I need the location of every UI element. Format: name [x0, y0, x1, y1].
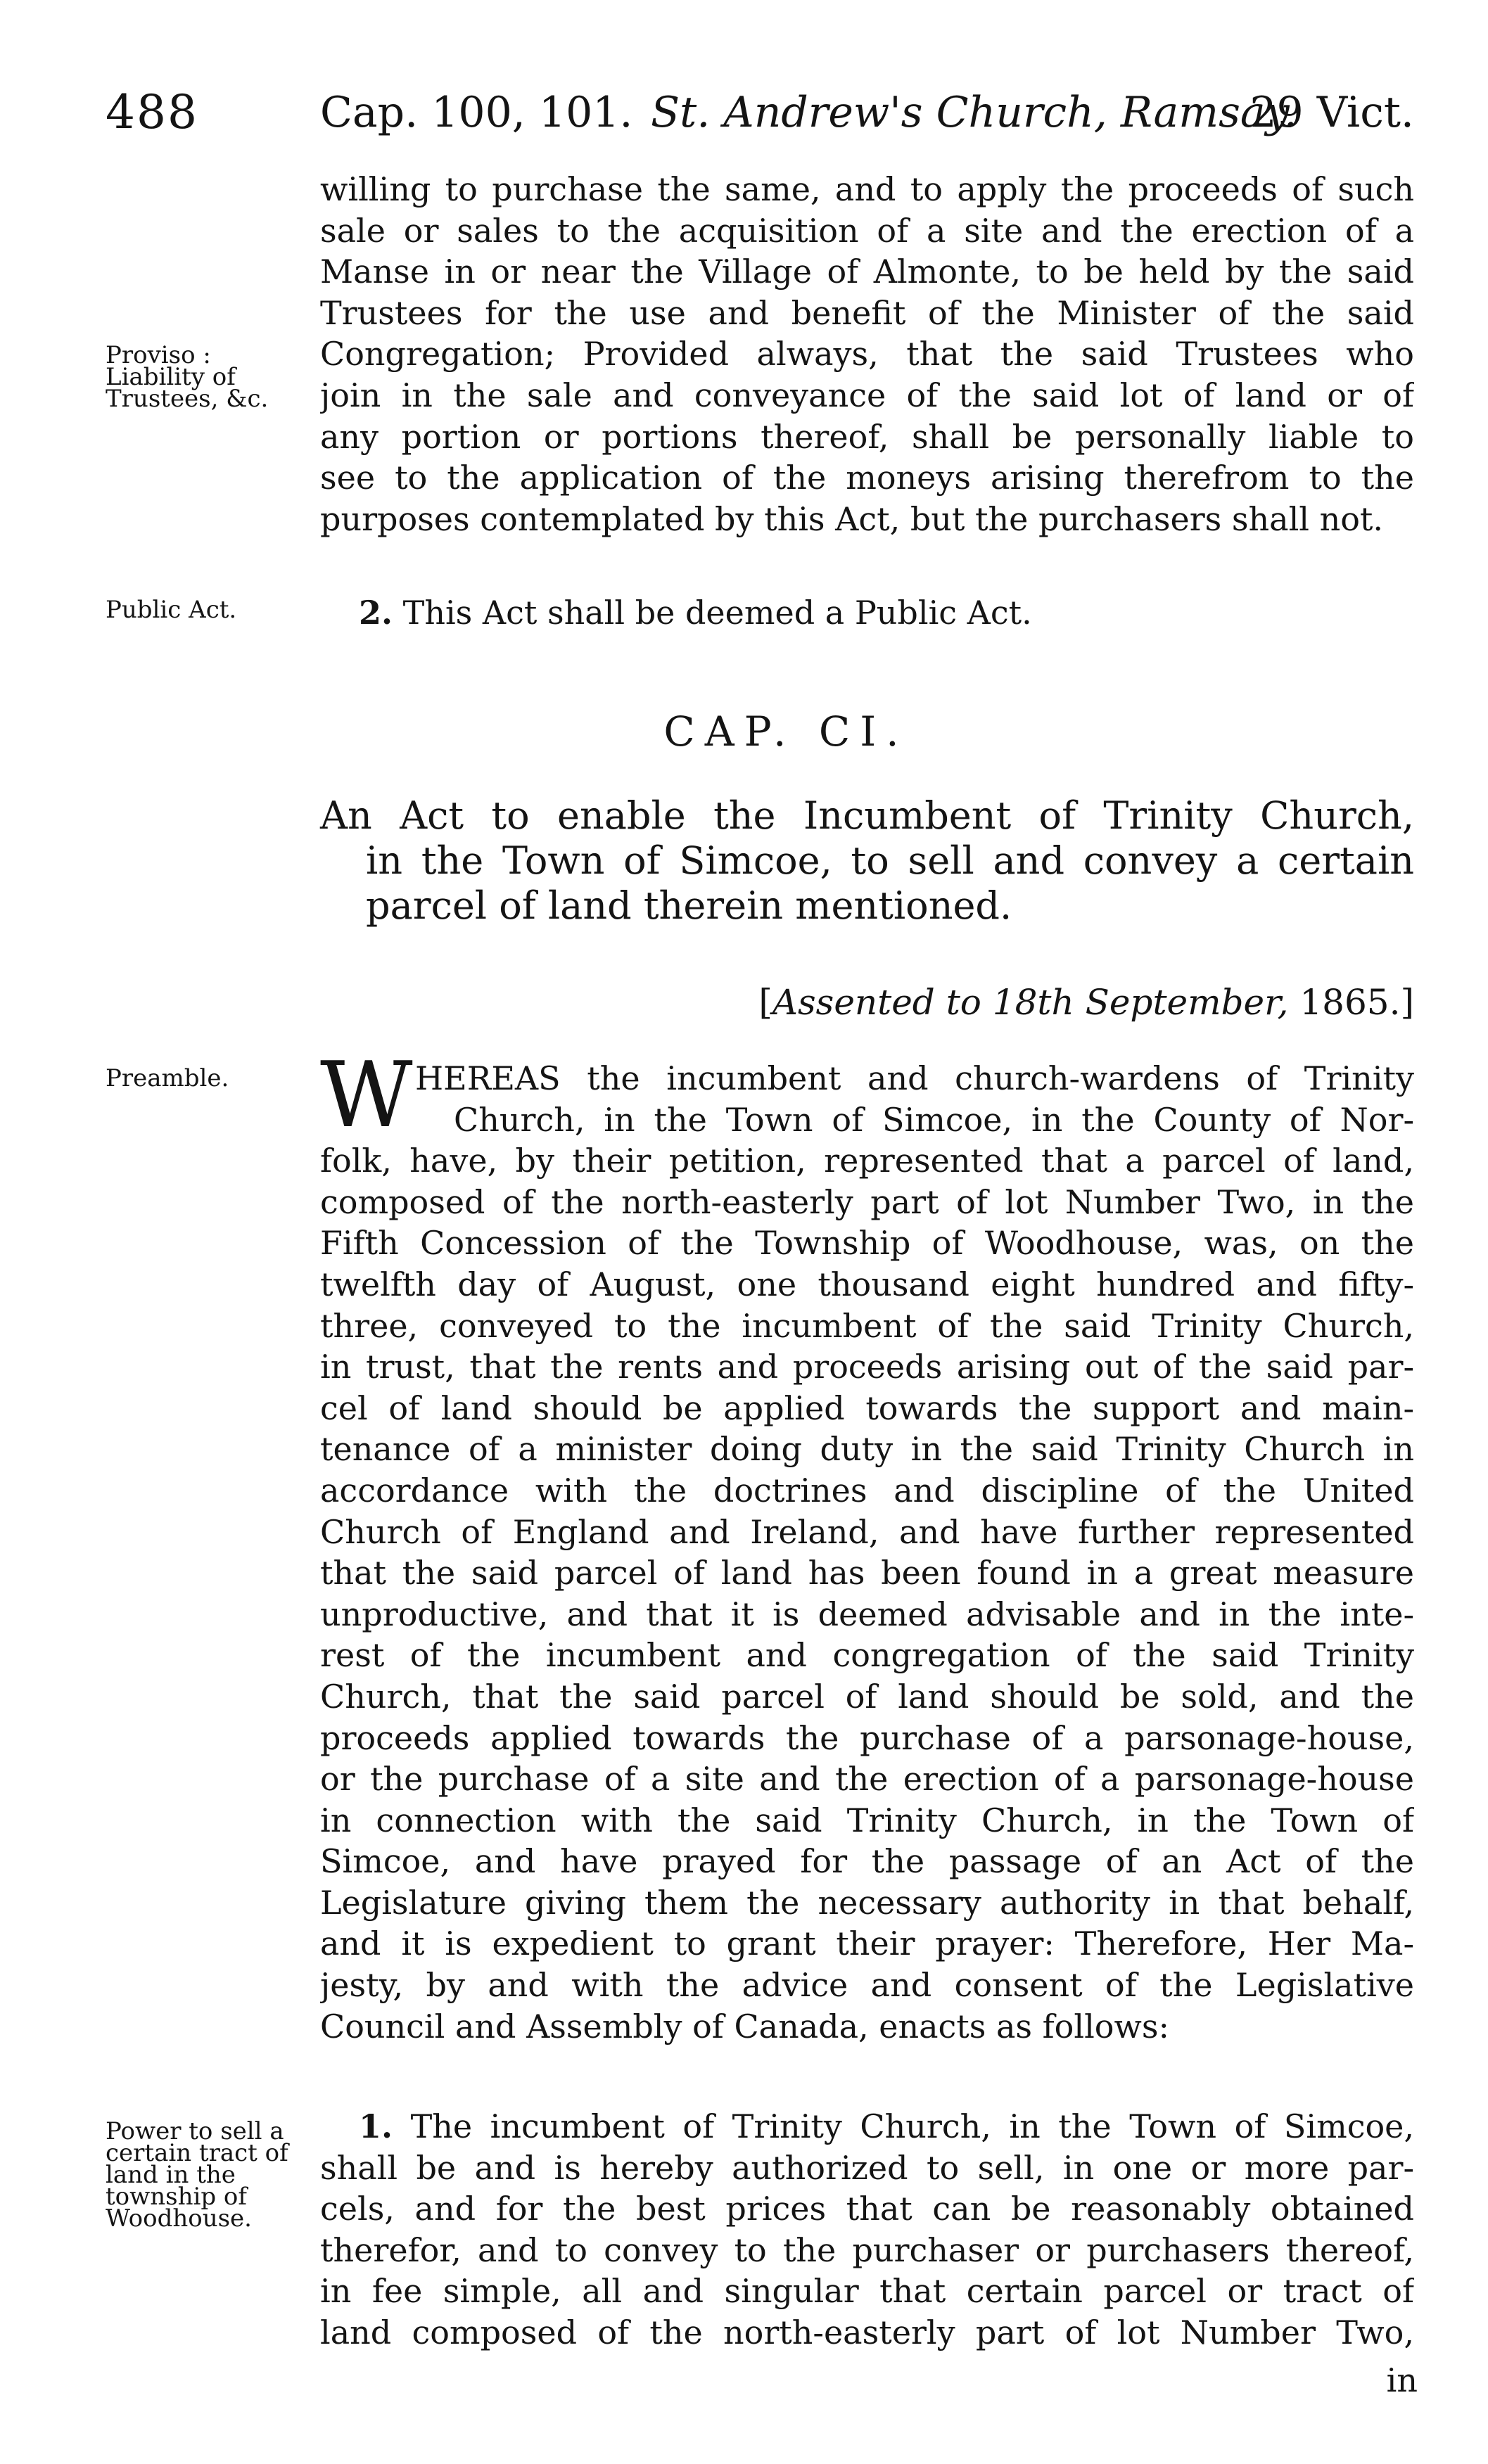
preamble-line: unproductive, and that it is deemed advisable and in the inte- [320, 1595, 1414, 1633]
body-line: Manse in or near the Village of Almonte, to be held by the said [320, 253, 1414, 291]
section-1-line: therefor, and to convey to the purchaser or purchasers thereof, [320, 2230, 1414, 2269]
continued-section [320, 169, 1414, 540]
act-title-line: parcel of land therein mentioned. [366, 883, 1012, 928]
preamble-line: and it is expedient to grant their prayer: Therefore, Her Ma- [320, 1924, 1414, 1963]
preamble-line: Simcoe, and have prayed for the passage of an Act of the [320, 1842, 1414, 1881]
margin-note-proviso [106, 341, 317, 413]
section-1-line: cels, and for the best prices that can be reasonably obtained [320, 2190, 1414, 2228]
chapter-heading: CAP. CI. [663, 708, 909, 755]
preamble-line: Council and Assembly of Canada, enacts as follows: [320, 2007, 1169, 2045]
preamble-line: composed of the north-easterly part of lot Number Two, in the [320, 1182, 1414, 1221]
section-1-line: in fee simple, all and singular that certain parcel or tract of [320, 2272, 1414, 2311]
section-1-line: land composed of the north-easterly part of lot Number Two, [320, 2313, 1414, 2351]
preamble-line: Legislature giving them the necessary authority in that behalf, [320, 1883, 1414, 1922]
drop-cap: W [320, 1043, 413, 1148]
margin-note-preamble: Preamble. [106, 1064, 229, 1092]
running-head-year: 29 Vict. [1249, 88, 1414, 137]
margin-note-line: certain tract of [106, 2139, 288, 2167]
body-line: willing to purchase the same, and to apply the proceeds of such [320, 170, 1414, 208]
section-1 [320, 2106, 1414, 2354]
body-line: Trustees for the use and benefit of the Minister of the said [320, 293, 1414, 332]
preamble-line: twelfth day of August, one thousand eight hundred and fifty- [320, 1265, 1414, 1303]
assent-bracket: [ [758, 982, 772, 1023]
margin-note-public-act: Public Act. [106, 596, 237, 624]
preamble-line: Church of England and Ireland, and have further represented [320, 1512, 1414, 1551]
preamble-line: or the purchase of a site and the erection of a parsonage-house [320, 1760, 1414, 1799]
preamble [320, 1058, 1414, 2047]
preamble-line: tenance of a minister doing duty in the said Trinity Church in [320, 1430, 1414, 1469]
preamble-line: Church, in the Town of Simcoe, in the County of Nor- [454, 1100, 1414, 1139]
body-line: Congregation; Provided always, that the said Trustees who [320, 335, 1414, 374]
act-title-line: in the Town of Simcoe, to sell and convey a certain [366, 838, 1414, 883]
margin-note-power-to-sell [106, 2117, 317, 2233]
preamble-line: in trust, that the rents and proceeds arising out of the said par- [320, 1348, 1414, 1386]
preamble-line: proceeds applied towards the purchase of a parsonage-house, [320, 1718, 1414, 1757]
assent-label: Assented to 18th September, [772, 982, 1289, 1023]
margin-note-line: Woodhouse. [106, 2204, 252, 2233]
body-line: purposes contemplated by this Act, but the purchasers shall not. [320, 499, 1384, 538]
preamble-line: cel of land should be applied towards the support and main- [320, 1389, 1414, 1427]
preamble-line: that the said parcel of land has been found in a great measure [320, 1554, 1414, 1592]
running-head-title: St. Andrew's Church, Ramsay. [651, 88, 1297, 137]
body-line: sale or sales to the acquisition of a site and the erection of a [320, 211, 1414, 250]
section-1-first-text: The incumbent of Trinity Church, in the Town of Simcoe, [410, 2107, 1414, 2145]
running-head-chapter: Cap. 100, 101. [320, 88, 633, 137]
margin-note-line: land in the [106, 2161, 236, 2189]
assent-date [758, 978, 1414, 1027]
section-number: 1. [359, 2107, 393, 2145]
assent-year: 1865.] [1299, 982, 1414, 1023]
section-2-line [359, 592, 1414, 634]
margin-note-line: Power to sell a [106, 2117, 284, 2145]
preamble-line: Church, that the said parcel of land should be sold, and the [320, 1677, 1414, 1716]
preamble-line: rest of the incumbent and congregation of the said Trinity [320, 1636, 1414, 1675]
body-line: join in the sale and conveyance of the said lot of land or of [320, 376, 1414, 414]
page-number: 488 [106, 85, 198, 139]
section-number: 2. [359, 594, 393, 632]
preamble-line: in connection with the said Trinity Church, in the Town of [320, 1801, 1414, 1839]
preamble-line: folk, have, by their petition, represented that a parcel of land, [320, 1142, 1414, 1180]
section-1-line: shall be and is hereby authorized to sell, in one or more par- [320, 2148, 1414, 2187]
preamble-line: jesty, by and with the advice and consent of the Legislative [320, 1966, 1414, 2005]
body-line: any portion or portions thereof, shall be personally liable to [320, 417, 1414, 456]
preamble-line: accordance with the doctrines and discipline of the United [320, 1471, 1414, 1509]
margin-note-line: Proviso : [106, 341, 211, 369]
preamble-line: Fifth Concession of the Township of Woodhouse, was, on the [320, 1224, 1414, 1263]
running-head [106, 84, 1414, 141]
preamble-line: three, conveyed to the incumbent of the said Trinity Church, [320, 1306, 1414, 1345]
margin-note-line: Trustees, &c. [106, 385, 269, 413]
act-title-line: An Act to enable the Incumbent of Trinity Church, [320, 793, 1414, 838]
section-2-text: This Act shall be deemed a Public Act. [402, 594, 1032, 632]
catchword: in [1386, 2361, 1418, 2399]
margin-note-line: Liability of [106, 363, 236, 391]
preamble-line: HEREAS the incumbent and church-wardens of Trinity [415, 1059, 1414, 1097]
section-2 [359, 592, 1414, 634]
section-1-line [320, 2106, 1414, 2147]
act-title [320, 793, 1414, 928]
body-line: see to the application of the moneys arising therefrom to the [320, 459, 1414, 497]
margin-note-line: township of [106, 2183, 247, 2211]
